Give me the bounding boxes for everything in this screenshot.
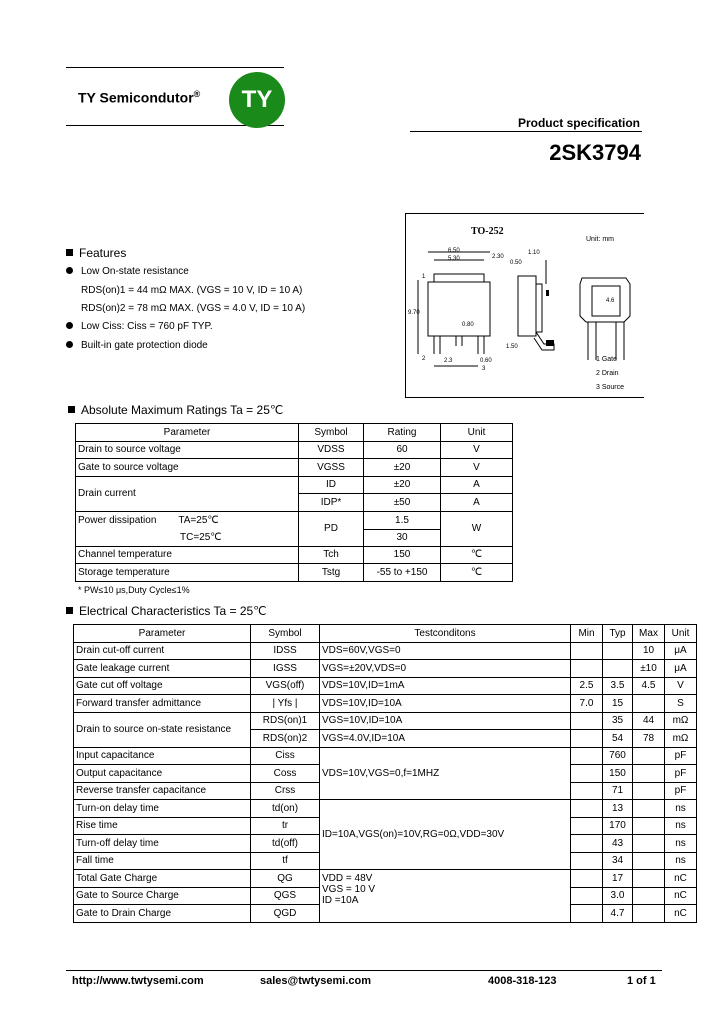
typ-cell: 54 xyxy=(603,730,633,748)
param-cell: Total Gate Charge xyxy=(74,870,251,888)
param-cell: Gate cut off voltage xyxy=(74,677,251,695)
symbol-cell: QGS xyxy=(251,887,320,905)
min-cell xyxy=(571,660,603,678)
table-row xyxy=(76,459,513,477)
header-cell: Unit xyxy=(441,424,513,442)
max-cell xyxy=(633,817,665,835)
table-row xyxy=(74,747,697,765)
unit-cell: μA xyxy=(665,642,697,660)
table-row xyxy=(76,476,513,494)
abs-max-note: * PW≤10 μs,Duty Cycle≤1% xyxy=(78,585,190,595)
min-cell xyxy=(571,852,603,870)
max-cell xyxy=(633,852,665,870)
square-bullet-icon xyxy=(66,607,73,614)
header-cell: Min xyxy=(571,625,603,643)
max-cell xyxy=(633,870,665,888)
symbol-cell: VGS(off) xyxy=(251,677,320,695)
unit-cell: V xyxy=(665,677,697,695)
param-cell: Storage temperature xyxy=(76,564,299,582)
condition-text: TA=25℃ xyxy=(178,514,219,526)
min-cell xyxy=(571,905,603,923)
dim-label: 2.3 xyxy=(444,358,453,364)
symbol-cell: Crss xyxy=(251,782,320,800)
unit-cell: mΩ xyxy=(665,730,697,748)
param-cell: Drain current xyxy=(76,476,299,511)
max-cell xyxy=(633,887,665,905)
max-cell: 4.5 xyxy=(633,677,665,695)
feature-item: RDS(on)1 = 44 mΩ MAX. (VGS = 10 V, ID = 10 A) xyxy=(81,285,303,296)
symbol-cell: Ciss xyxy=(251,747,320,765)
unit-cell: ns xyxy=(665,800,697,818)
company-name: TY Semicondutor® xyxy=(78,89,201,106)
min-cell xyxy=(571,870,603,888)
unit-cell: nC xyxy=(665,887,697,905)
table-row xyxy=(76,511,513,546)
min-cell xyxy=(571,782,603,800)
rating-cell: 60 xyxy=(364,441,441,459)
param-cell: Drain to source voltage xyxy=(76,441,299,459)
param-cell: Drain cut-off current xyxy=(74,642,251,660)
header-cell: Unit xyxy=(665,625,697,643)
table-header-row xyxy=(74,625,697,643)
param-cell: Rise time xyxy=(74,817,251,835)
typ-cell: 170 xyxy=(603,817,633,835)
abs-max-title: Absolute Maximum Ratings Ta = 25℃ xyxy=(68,403,283,417)
company-logo: TY xyxy=(229,72,285,128)
unit-cell: nC xyxy=(665,905,697,923)
pin-number: 3 xyxy=(482,366,486,372)
param-cell: Reverse transfer capacitance xyxy=(74,782,251,800)
symbol-cell: Tstg xyxy=(299,564,364,582)
rating-cell: 150 xyxy=(364,546,441,564)
typ-cell: 4.7 xyxy=(603,905,633,923)
condition-line: VGS = 10 V xyxy=(322,884,376,895)
symbol-cell: QGD xyxy=(251,905,320,923)
min-cell: 2.5 xyxy=(571,677,603,695)
typ-cell: 150 xyxy=(603,765,633,783)
symbol-cell: tr xyxy=(251,817,320,835)
param-cell: Forward transfer admittance xyxy=(74,695,251,713)
header-cell: Typ xyxy=(603,625,633,643)
unit-cell: μA xyxy=(665,660,697,678)
condition-cell: VGS=±20V,VDS=0 xyxy=(320,660,571,678)
condition-line: ID =10A xyxy=(322,895,359,906)
dim-label: 0.60 xyxy=(480,358,492,364)
symbol-cell: Tch xyxy=(299,546,364,564)
features-title: Features xyxy=(66,246,126,260)
condition-cell: VGS=4.0V,ID=10A xyxy=(320,730,571,748)
rating-value: 1.5 xyxy=(364,512,440,530)
unit-cell: mΩ xyxy=(665,712,697,730)
param-cell: Channel temperature xyxy=(76,546,299,564)
min-cell xyxy=(571,835,603,853)
min-cell xyxy=(571,765,603,783)
unit-cell: ns xyxy=(665,852,697,870)
typ-cell: 35 xyxy=(603,712,633,730)
max-cell xyxy=(633,905,665,923)
condition-cell: VGS=10V,ID=10A xyxy=(320,712,571,730)
dim-label: 2.30 xyxy=(492,254,504,260)
unit-cell: pF xyxy=(665,782,697,800)
min-cell: 7.0 xyxy=(571,695,603,713)
table-row xyxy=(74,677,697,695)
rating-cell xyxy=(364,511,441,546)
symbol-cell: td(off) xyxy=(251,835,320,853)
table-row xyxy=(76,546,513,564)
bullet-icon xyxy=(66,322,73,329)
header-cell: Parameter xyxy=(76,424,299,442)
max-cell: 78 xyxy=(633,730,665,748)
symbol-cell: RDS(on)2 xyxy=(251,730,320,748)
condition-cell xyxy=(320,870,571,923)
condition-cell: VDS=10V,ID=1mA xyxy=(320,677,571,695)
param-cell: Gate to Drain Charge xyxy=(74,905,251,923)
typ-cell xyxy=(603,660,633,678)
symbol-cell: ID xyxy=(299,476,364,494)
footer-rule xyxy=(66,970,662,971)
symbol-cell: td(on) xyxy=(251,800,320,818)
max-cell: 10 xyxy=(633,642,665,660)
pin-legend-drain: 2 Drain xyxy=(596,370,619,377)
package-drawing-box xyxy=(405,213,644,398)
pin-legend-gate: 1 Gate xyxy=(596,356,618,363)
unit-cell: ℃ xyxy=(441,546,513,564)
header-rule-top xyxy=(66,67,284,68)
symbol-cell: tf xyxy=(251,852,320,870)
dim-label: 4.6 xyxy=(606,298,615,304)
header-cell: Testconditons xyxy=(320,625,571,643)
table-row xyxy=(76,564,513,582)
typ-cell: 3.5 xyxy=(603,677,633,695)
footer-page: 1 of 1 xyxy=(627,975,656,987)
param-text: Power dissipation xyxy=(78,514,157,526)
condition-cell: VDS=10V,ID=10A xyxy=(320,695,571,713)
pin-number: 1 xyxy=(422,274,426,280)
footer-url[interactable]: http://www.twtysemi.com xyxy=(72,975,204,987)
dim-label: 1.50 xyxy=(506,344,518,350)
condition-cell: VDS=10V,VGS=0,f=1MHZ xyxy=(320,747,571,800)
param-cell: Drain to source on-state resistance xyxy=(74,712,251,747)
condition-line: VDD = 48V xyxy=(322,873,373,884)
max-cell: ±10 xyxy=(633,660,665,678)
table-row xyxy=(74,800,697,818)
pin-number: 2 xyxy=(422,356,426,362)
typ-cell xyxy=(603,642,633,660)
param-cell: Input capacitance xyxy=(74,747,251,765)
unit-cell: S xyxy=(665,695,697,713)
rating-cell: ±20 xyxy=(364,459,441,477)
pin-legend-source: 3 Source xyxy=(596,384,625,391)
param-cell: Gate leakage current xyxy=(74,660,251,678)
unit-cell: ns xyxy=(665,835,697,853)
param-cell: Fall time xyxy=(74,852,251,870)
max-cell xyxy=(633,800,665,818)
elec-title: Electrical Characteristics Ta = 25℃ xyxy=(66,604,267,618)
feature-item: Low Ciss: Ciss = 760 pF TYP. xyxy=(66,321,213,332)
dim-label: 0.50 xyxy=(510,260,522,266)
part-number: 2SK3794 xyxy=(549,140,641,165)
rating-cell: ±20 xyxy=(364,476,441,494)
unit-cell: ℃ xyxy=(441,564,513,582)
min-cell xyxy=(571,642,603,660)
param-cell: Turn-off delay time xyxy=(74,835,251,853)
min-cell xyxy=(571,730,603,748)
min-cell xyxy=(571,800,603,818)
table-row xyxy=(74,660,697,678)
square-bullet-icon xyxy=(66,249,73,256)
min-cell xyxy=(571,817,603,835)
table-header-row xyxy=(76,424,513,442)
typ-cell: 17 xyxy=(603,870,633,888)
table-row xyxy=(74,642,697,660)
condition-cell: ID=10A,VGS(on)=10V,RG=0Ω,VDD=30V xyxy=(320,800,571,870)
table-row xyxy=(76,441,513,459)
feature-item: RDS(on)2 = 78 mΩ MAX. (VGS = 4.0 V, ID = 10 A) xyxy=(81,303,306,314)
param-cell: Gate to Source Charge xyxy=(74,887,251,905)
table-row xyxy=(74,695,697,713)
typ-cell: 3.0 xyxy=(603,887,633,905)
symbol-cell: IDP* xyxy=(299,494,364,512)
param-cell: Turn-on delay time xyxy=(74,800,251,818)
spec-rule xyxy=(410,131,642,132)
rating-cell: -55 to +150 xyxy=(364,564,441,582)
symbol-cell: VDSS xyxy=(299,441,364,459)
rating-cell: ±50 xyxy=(364,494,441,512)
dim-label: 9.70 xyxy=(408,310,420,316)
typ-cell: 15 xyxy=(603,695,633,713)
max-cell xyxy=(633,835,665,853)
symbol-cell: RDS(on)1 xyxy=(251,712,320,730)
max-cell xyxy=(633,747,665,765)
table-row xyxy=(74,870,697,888)
condition-text: TC=25℃ xyxy=(180,531,222,543)
typ-cell: 34 xyxy=(603,852,633,870)
symbol-cell: Coss xyxy=(251,765,320,783)
rating-value: 30 xyxy=(396,531,408,543)
param-cell: Output capacitance xyxy=(74,765,251,783)
feature-item: Low On-state resistance xyxy=(66,266,189,277)
typ-cell: 760 xyxy=(603,747,633,765)
condition-cell: VDS=60V,VGS=0 xyxy=(320,642,571,660)
header-cell: Symbol xyxy=(299,424,364,442)
unit-cell: V xyxy=(441,459,513,477)
elec-table xyxy=(73,624,697,923)
unit-cell: V xyxy=(441,441,513,459)
symbol-cell: QG xyxy=(251,870,320,888)
unit-cell: W xyxy=(441,511,513,546)
symbol-cell: PD xyxy=(299,511,364,546)
param-cell xyxy=(76,511,299,546)
unit-cell: ns xyxy=(665,817,697,835)
header-cell: Max xyxy=(633,625,665,643)
max-cell xyxy=(633,695,665,713)
abs-max-table xyxy=(75,423,513,582)
unit-cell: nC xyxy=(665,870,697,888)
unit-cell: A xyxy=(441,476,513,494)
dim-label: 1.10 xyxy=(528,250,540,256)
max-cell: 44 xyxy=(633,712,665,730)
dim-label: 5.30 xyxy=(448,256,460,262)
header-cell: Rating xyxy=(364,424,441,442)
product-spec-label: Product specification xyxy=(517,116,640,130)
unit-cell: A xyxy=(441,494,513,512)
package-title: TO-252 xyxy=(471,226,504,237)
symbol-cell: IDSS xyxy=(251,642,320,660)
min-cell xyxy=(571,887,603,905)
min-cell xyxy=(571,747,603,765)
footer-phone: 4008-318-123 xyxy=(488,975,557,987)
dim-label: 6.50 xyxy=(448,248,460,254)
typ-cell: 43 xyxy=(603,835,633,853)
dim-label: 0.80 xyxy=(462,322,474,328)
bullet-icon xyxy=(66,267,73,274)
square-bullet-icon xyxy=(68,406,75,413)
bullet-icon xyxy=(66,341,73,348)
symbol-cell: VGSS xyxy=(299,459,364,477)
header-cell: Symbol xyxy=(251,625,320,643)
footer-email[interactable]: sales@twtysemi.com xyxy=(260,975,371,987)
typ-cell: 13 xyxy=(603,800,633,818)
symbol-cell: IGSS xyxy=(251,660,320,678)
param-cell: Gate to source voltage xyxy=(76,459,299,477)
min-cell xyxy=(571,712,603,730)
max-cell xyxy=(633,782,665,800)
unit-cell: pF xyxy=(665,747,697,765)
package-unit: Unit: mm xyxy=(586,236,614,243)
max-cell xyxy=(633,765,665,783)
feature-item: Built-in gate protection diode xyxy=(66,340,208,351)
table-row xyxy=(74,712,697,730)
typ-cell: 71 xyxy=(603,782,633,800)
header-cell: Parameter xyxy=(74,625,251,643)
symbol-cell: | Yfs | xyxy=(251,695,320,713)
unit-cell: pF xyxy=(665,765,697,783)
